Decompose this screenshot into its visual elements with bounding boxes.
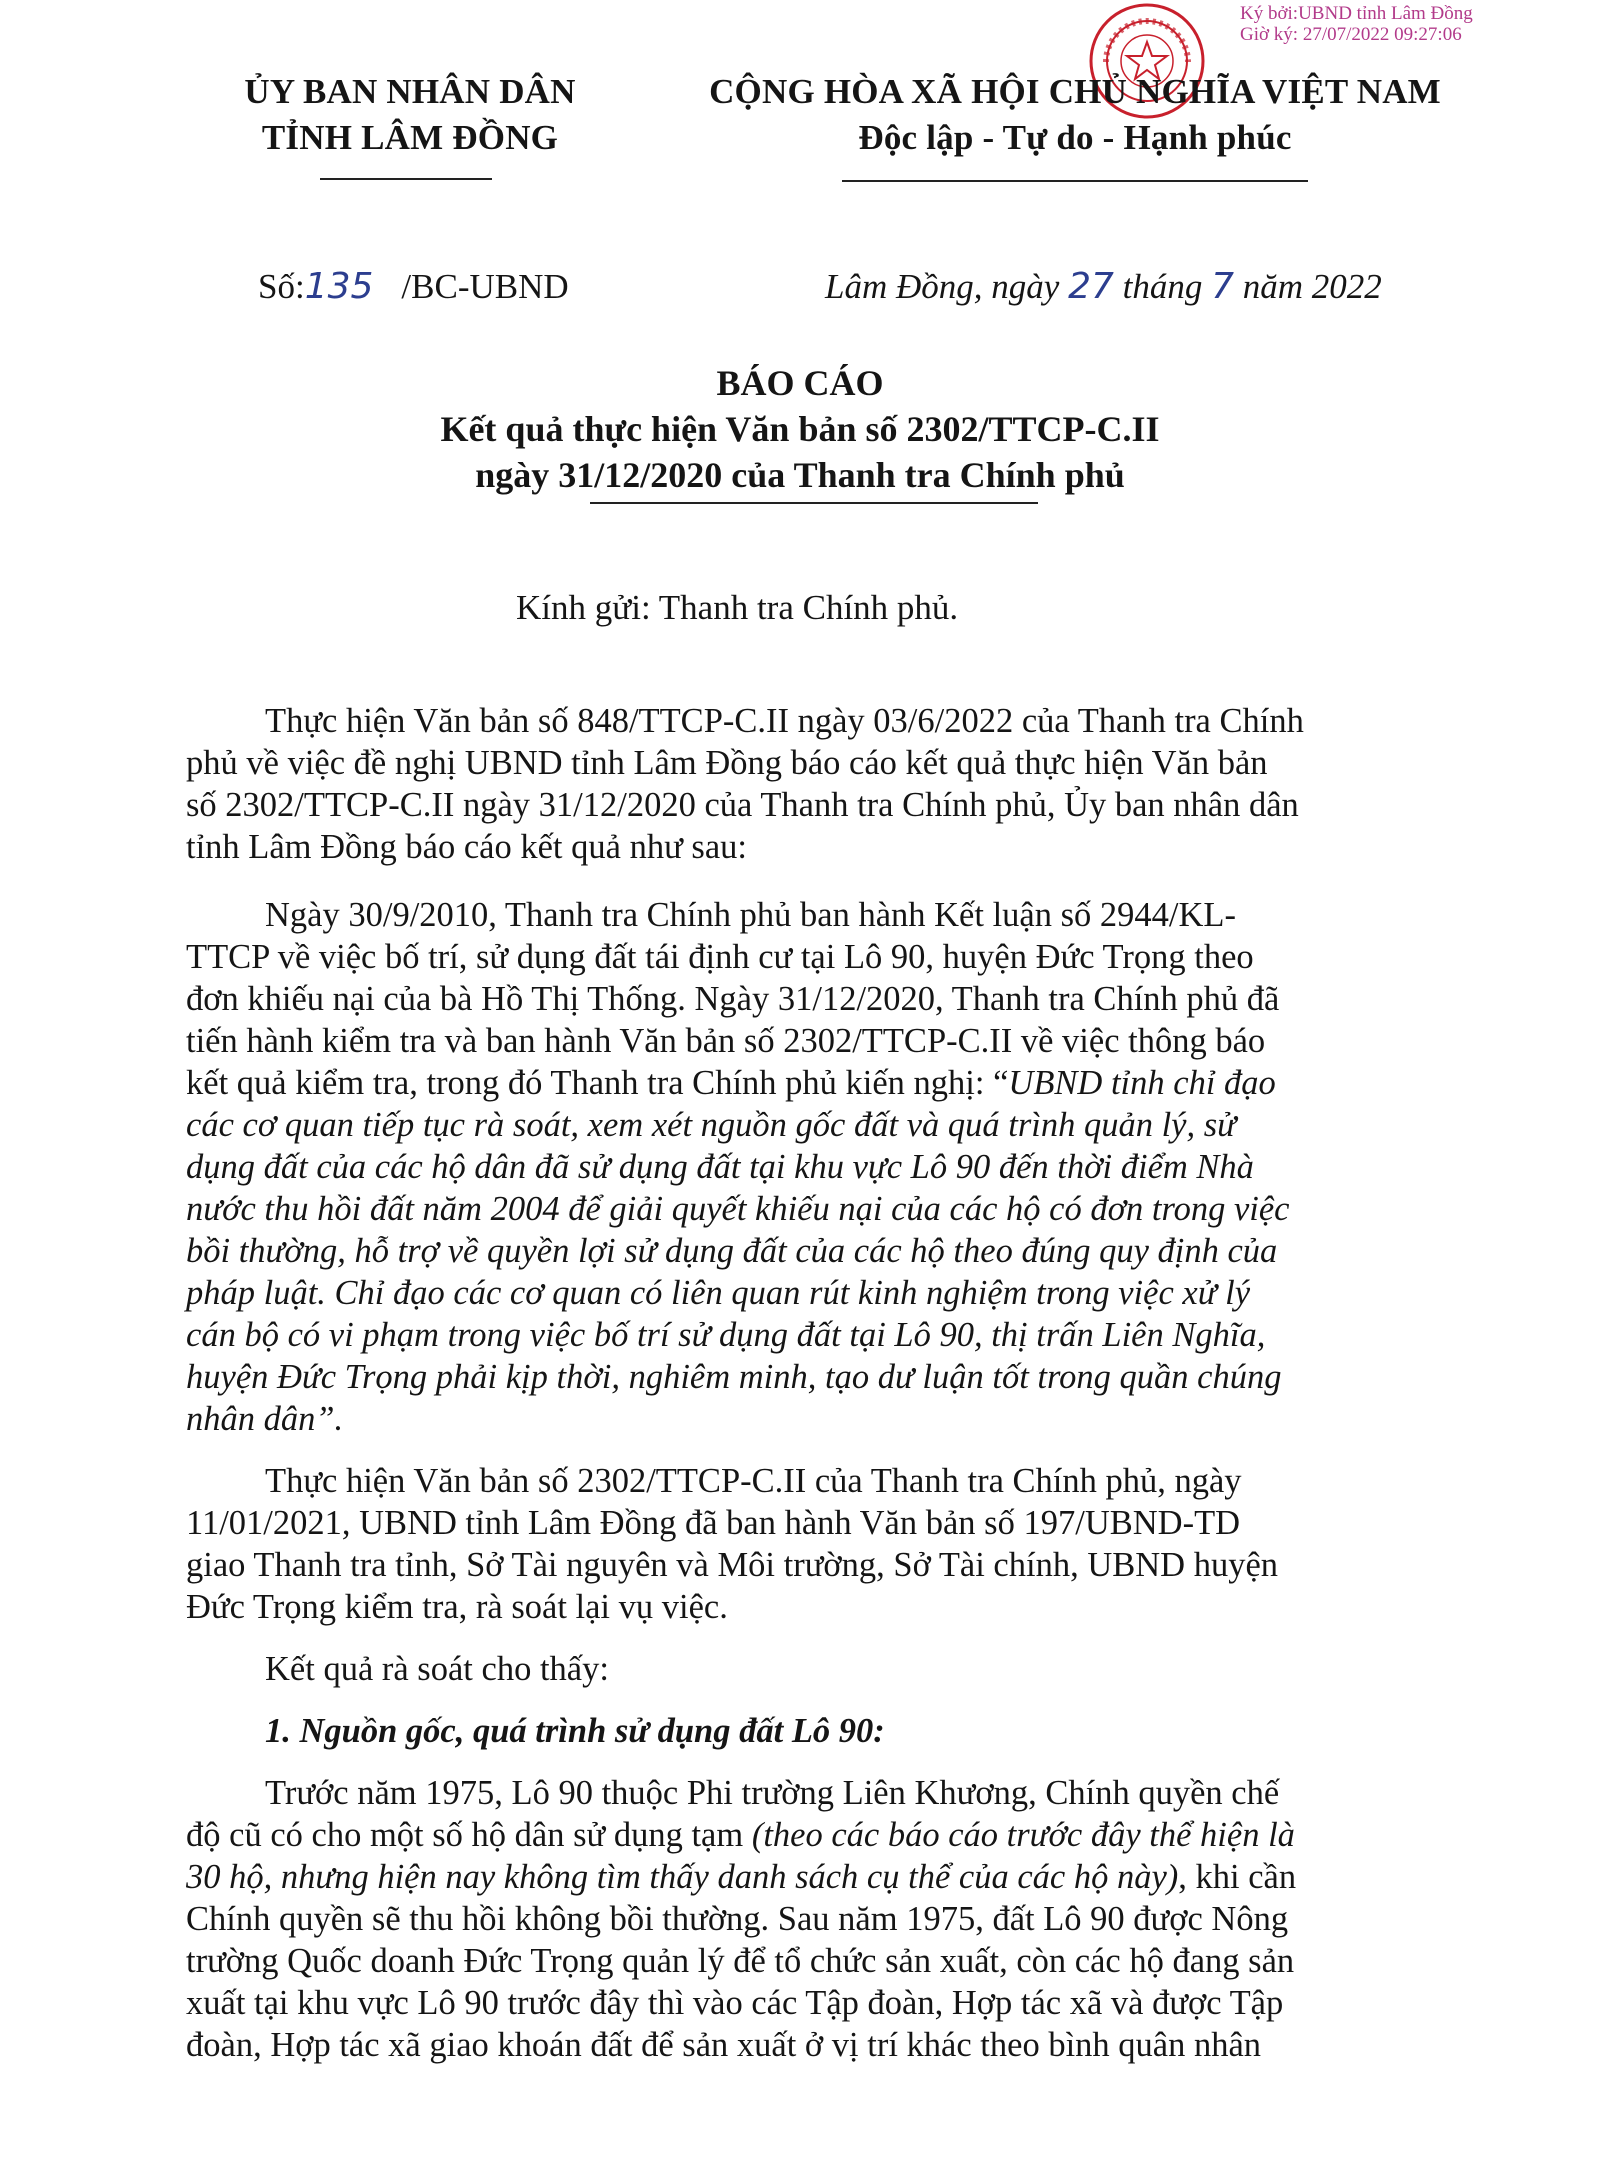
- body-line: [186, 1856, 1296, 1898]
- date-year: năm 2022: [1242, 267, 1382, 306]
- body-line: [186, 1062, 1276, 1104]
- body-line: tỉnh Lâm Đồng báo cáo kết quả như sau:: [186, 828, 747, 866]
- document-number: [258, 266, 569, 307]
- body-line: Chính quyền sẽ thu hồi không bồi thường. Sau năm 1975, đất Lô 90 được Nông: [186, 1900, 1289, 1938]
- body-line: Đức Trọng kiểm tra, rà soát lại vụ việc.: [186, 1588, 728, 1626]
- report-title: BÁO CÁO: [716, 363, 884, 403]
- document-number-suffix: /BC-UBND: [401, 267, 569, 306]
- body-line: đơn khiếu nại của bà Hồ Thị Thống. Ngày 31/12/2020, Thanh tra Chính phủ đã: [186, 980, 1280, 1018]
- org-underline: [320, 178, 492, 180]
- handwritten-month: 7: [1211, 266, 1235, 307]
- country-motto: Độc lập - Tự do - Hạnh phúc: [858, 118, 1292, 157]
- body-line: Trước năm 1975, Lô 90 thuộc Phi trường Liên Khương, Chính quyền chế: [265, 1774, 1280, 1812]
- quote-start: UBND tỉnh chỉ đạo: [1008, 1064, 1276, 1102]
- body-line: Kết quả rà soát cho thấy:: [265, 1650, 609, 1688]
- parenthetical-note: (theo các báo cáo trước đây thể hiện là: [751, 1816, 1295, 1854]
- body-line: trường Quốc doanh Đức Trọng quản lý để tổ chức sản xuất, còn các hộ đang sản: [186, 1942, 1295, 1980]
- signature-timestamp: Giờ ký: 27/07/2022 09:27:06: [1240, 24, 1462, 45]
- org-name-line2: TỈNH LÂM ĐỒNG: [261, 118, 559, 157]
- body-line: giao Thanh tra tỉnh, Sở Tài nguyên và Môi trường, Sở Tài chính, UBND huyện: [186, 1546, 1279, 1584]
- handwritten-day: 27: [1068, 266, 1114, 307]
- quote-line: nhân dân”.: [186, 1400, 344, 1438]
- report-subtitle-line2: ngày 31/12/2020 của Thanh tra Chính phủ: [475, 455, 1125, 495]
- report-subtitle-line1: Kết quả thực hiện Văn bản số 2302/TTCP-C.II: [440, 409, 1160, 449]
- org-name-line1: ỦY BAN NHÂN DÂN: [244, 72, 576, 111]
- body-line: Ngày 30/9/2010, Thanh tra Chính phủ ban hành Kết luận số 2944/KL-: [265, 896, 1236, 934]
- body-line-text: kết quả kiểm tra, trong đó Thanh tra Chính phủ kiến nghị: “: [186, 1064, 1009, 1102]
- quote-line: các cơ quan tiếp tục rà soát, xem xét nguồn gốc đất và quá trình quản lý, sử: [186, 1106, 1236, 1144]
- body-line: phủ về việc đề nghị UBND tỉnh Lâm Đồng báo cáo kết quả thực hiện Văn bản: [186, 744, 1268, 782]
- body-line: đoàn, Hợp tác xã giao khoán đất để sản xuất ở vị trí khác theo bình quân nhân: [186, 2026, 1262, 2064]
- date-place: Lâm Đồng, ngày: [825, 267, 1060, 306]
- body-line: [186, 1814, 1295, 1856]
- body-line: 11/01/2021, UBND tỉnh Lâm Đồng đã ban hành Văn bản số 197/UBND-TD: [186, 1504, 1241, 1542]
- motto-underline: [842, 180, 1308, 182]
- body-line-text: độ cũ có cho một số hộ dân sử dụng tạm: [186, 1816, 752, 1854]
- body-line: Thực hiện Văn bản số 848/TTCP-C.II ngày 03/6/2022 của Thanh tra Chính: [265, 702, 1304, 740]
- quote-line: dụng đất của các hộ dân đã sử dụng đất tại khu vực Lô 90 đến thời điểm Nhà: [186, 1148, 1254, 1186]
- document-date: [825, 266, 1382, 307]
- date-month-label: tháng: [1122, 267, 1203, 306]
- body-line-text: , khi cần: [1178, 1858, 1297, 1896]
- quote-line: pháp luật. Chỉ đạo các cơ quan có liên quan rút kinh nghiệm trong việc xử lý: [186, 1274, 1251, 1312]
- document-number-prefix: Số:: [258, 267, 305, 306]
- quote-line: nước thu hồi đất năm 2004 để giải quyết khiếu nại của các hộ có đơn trong việc: [186, 1190, 1290, 1228]
- quote-line: bồi thường, hỗ trợ về quyền lợi sử dụng đất của các hộ theo đúng quy định của: [186, 1232, 1278, 1270]
- body-line: TTCP về việc bố trí, sử dụng đất tái định cư tại Lô 90, huyện Đức Trọng theo: [186, 938, 1254, 976]
- parenthetical-note: 30 hộ, nhưng hiện nay không tìm thấy danh sách cụ thể của các hộ này): [186, 1858, 1179, 1896]
- section-heading: 1. Nguồn gốc, quá trình sử dụng đất Lô 90:: [265, 1712, 885, 1750]
- country-name: CỘNG HÒA XÃ HỘI CHỦ NGHĨA VIỆT NAM: [709, 72, 1441, 111]
- handwritten-number: 135: [304, 266, 374, 307]
- body-line: xuất tại khu vực Lô 90 trước đây thì vào các Tập đoàn, Hợp tác xã và được Tập: [186, 1984, 1284, 2022]
- recipient-line: Kính gửi: Thanh tra Chính phủ.: [516, 588, 959, 627]
- signature-signer: Ký bởi:UBND tỉnh Lâm Đồng: [1240, 3, 1473, 24]
- quote-line: cán bộ có vi phạm trong việc bố trí sử dụng đất tại Lô 90, thị trấn Liên Nghĩa,: [186, 1316, 1266, 1354]
- body-line: số 2302/TTCP-C.II ngày 31/12/2020 của Thanh tra Chính phủ, Ủy ban nhân dân: [186, 786, 1299, 824]
- quote-line: huyện Đức Trọng phải kịp thời, nghiêm minh, tạo dư luận tốt trong quần chúng: [186, 1358, 1282, 1396]
- body-line: tiến hành kiểm tra và ban hành Văn bản số 2302/TTCP-C.II về việc thông báo: [186, 1022, 1266, 1060]
- body-line: Thực hiện Văn bản số 2302/TTCP-C.II của Thanh tra Chính phủ, ngày: [265, 1462, 1242, 1500]
- title-underline: [590, 502, 1038, 504]
